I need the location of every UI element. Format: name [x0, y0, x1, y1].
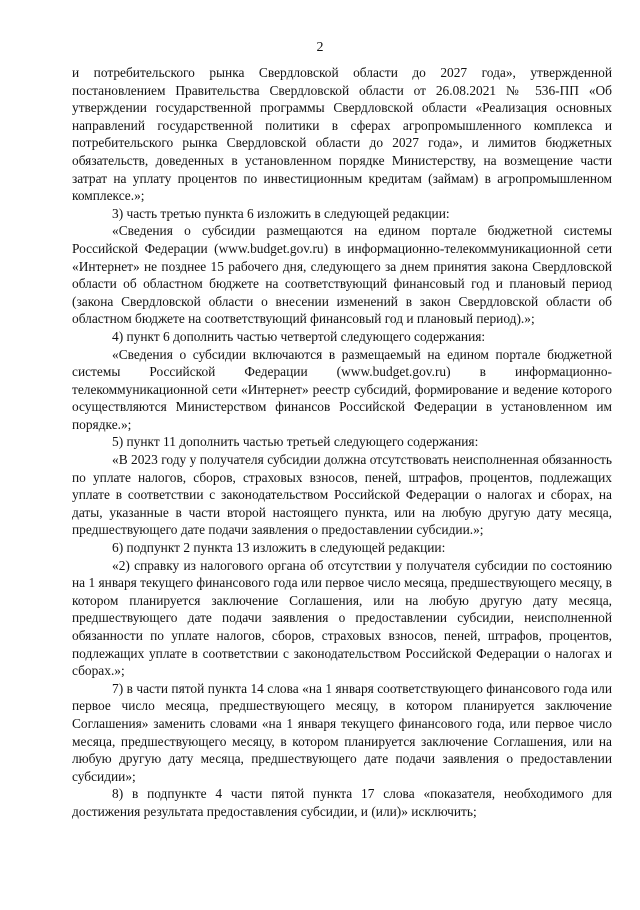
document-paragraph: 7) в части пятой пункта 14 слова «на 1 января соответствующего финансового года или первое число месяца, предшествующего месяцу, в котором планируется заключение Соглашения» заменить словами «на 1 января текущего финансового года, или первое число месяца, предшествующего месяцу, в котором планируется заключение Соглашения, или на любую другую дату месяца, предшествующего дате подачи заявления о предоставлении субсидии»;: [72, 680, 612, 784]
document-paragraph: «2) справку из налогового органа об отсутствии у получателя субсидии по состоянию на 1 января текущего финансового года или первое число месяца, предшествующего месяцу, в котором планируется заключение Соглашения, или на любую другую дату месяца, предшествующего дате подачи заявления о предоставлении субсидии, неисполненной обязанности по уплате налогов, сборов, страховых взносов, пеней, штрафов, процентов, подлежащих уплате в соответствии с законодательством Российской Федерации о налогах и сборах.»;: [72, 557, 612, 679]
document-paragraph: «Сведения о субсидии размещаются на едином портале бюджетной системы Российской Федерации (www.budget.gov.ru) в информационно-телекоммуникационной сети «Интернет» не позднее 15 рабочего дня, следующего за днем принятия закона Свердловской области об областном бюджете на соответствующий финансовый год и плановый период (закона Свердловской области о внесении изменений в закон Свердловской области об областном бюджете на соответствующий финансовый год и плановый период).»;: [72, 223, 612, 327]
document-paragraph: «В 2023 году у получателя субсидии должна отсутствовать неисполненная обязанность по уплате налогов, сборов, страховых взносов, пеней, штрафов, процентов, подлежащих уплате в соответствии с законодательством Российской Федерации о налогах и сборах, на даты, указанные в части второй настоящего пункта, или на любую другую дату месяца, предшествующего дате подачи заявления о предоставлении субсидии.»;: [72, 452, 612, 538]
document-paragraph: 3) часть третью пункта 6 изложить в следующей редакции:: [112, 205, 450, 221]
document-paragraph: 5) пункт 11 дополнить частью третьей следующего содержания:: [112, 434, 479, 450]
document-paragraph: и потребительского рынка Свердловской области до 2027 года», утвержденной постановлением Правительства Свердловской области от 26.08.2021 № 536-ПП «Об утверждении государственной программы Свердловской области «Реализация основных направлений государственной политики в сферах агропромышленного комплекса и потребительского рынка Свердловской области до 2027 года», и лимитов бюджетных обязательств, доведенных в установленном порядке Министерству, на возмещение части затрат на уплату процентов по инвестиционным кредитам (займам) в агропромышленном комплексе.»;: [72, 65, 612, 204]
document-paragraph: 4) пункт 6 дополнить частью четвертой следующего содержания:: [112, 328, 486, 344]
document-paragraph: 6) подпункт 2 пункта 13 изложить в следующей редакции:: [112, 540, 446, 556]
document-paragraph: «Сведения о субсидии включаются в размещаемый на едином портале бюджетной системы Российской Федерации (www.budget.gov.ru) в информационно-телекоммуникационной сети «Интернет» реестр субсидий, формирование и ведение которого осуществляются Министерством финансов Российской Федерации в установленном им порядке.»;: [72, 346, 612, 432]
document-body: [72, 64, 612, 821]
page-number: 2: [316, 40, 324, 55]
document-paragraph: 8) в подпункте 4 части пятой пункта 17 слова «показателя, необходимого для достижения результата предоставления субсидии, и (или)» исключить;: [72, 786, 612, 819]
